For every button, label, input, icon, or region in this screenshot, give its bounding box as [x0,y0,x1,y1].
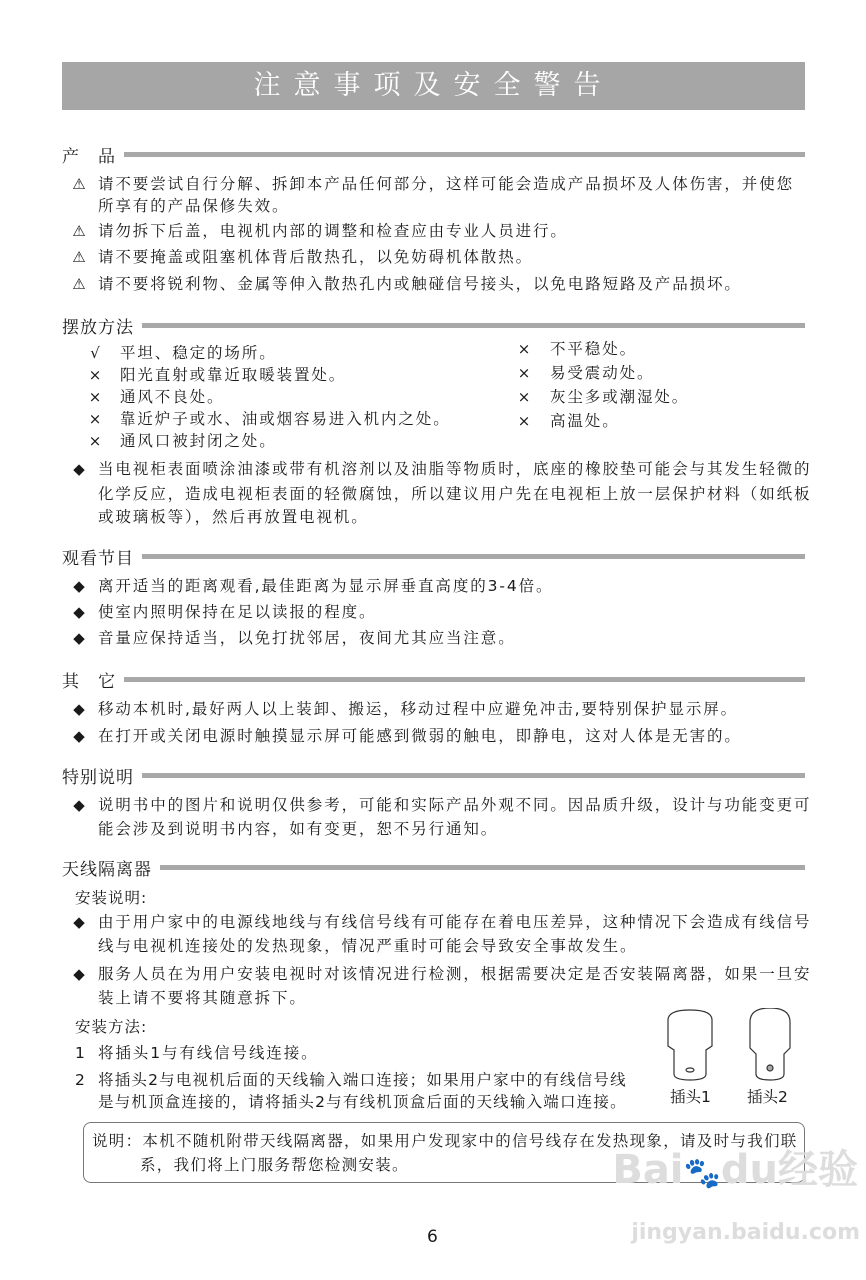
text-line: 音量应保持适当，以免打扰邻居，夜间尤其应当注意。 [98,629,516,647]
text-line: 使室内照明保持在足以读报的程度。 [98,603,377,621]
install-note-label: 安装说明: [75,889,148,907]
plug1-label: 插头1 [670,1088,711,1106]
placement-item: 靠近炉子或水、油或烟容易进入机内之处。 [120,410,451,428]
text-line: 能会涉及到说明书内容，如有变更，恕不另行通知。 [98,820,499,838]
warning-icon: ⚠ [72,275,86,293]
text-line: 在打开或关闭电源时触摸显示屏可能感到微弱的触电，即静电，这对人体是无害的。 [98,727,742,745]
divider [142,773,805,778]
diamond-bullet-icon: ◆ [73,700,85,718]
cross-icon: × [88,432,102,450]
text-line: 请不要尝试自行分解、拆卸本产品任何部分，这样可能会造成产品损坏及人体伤害，并使您 [98,175,795,193]
section-isolator-heading: 天线隔离器 [62,856,805,878]
page-title: 注意事项及安全警告 [62,62,805,110]
placement-item: 易受震动处。 [550,364,655,382]
divider [160,865,805,870]
divider [124,677,805,682]
text-line: 服务人员在为用户安装电视时对该情况进行检测，根据需要决定是否安装隔离器，如果一旦安 [98,965,812,983]
diamond-bullet-icon: ◆ [73,460,85,478]
text-line: 请不要掩盖或阻塞机体背后散热孔，以免妨碍机体散热。 [98,248,534,266]
cross-icon: × [88,388,102,406]
text-line: 由于用户家中的电源线地线与有线信号线有可能存在着电压差异，这种情况下会造成有线信号 [98,913,812,931]
step-number: 2 [75,1071,87,1089]
page-number: 6 [427,1227,438,1247]
text-line: 系，我们将上门服务帮您检测安装。 [140,1156,409,1174]
plug-illustration [660,1008,810,1088]
text-line: 请不要将锐利物、金属等伸入散热孔内或触碰信号接头，以免电路短路及产品损坏。 [98,275,742,293]
text-line: 装上请不要将其随意拆下。 [98,989,307,1007]
cross-icon: × [88,410,102,428]
text-line: 化学反应，造成电视柜表面的轻微腐蚀，所以建议用户先在电视柜上放一层保护材料（如纸板 [98,485,812,503]
warning-icon: ⚠ [72,175,86,193]
watermark-url: jingyan.baidu.com [631,1220,860,1245]
divider [142,323,805,328]
text-line: 将插头1与有线信号线连接。 [98,1044,319,1062]
diamond-bullet-icon: ◆ [73,629,85,647]
placement-item: 灰尘多或潮湿处。 [550,388,690,406]
section-placement-heading: 摆放方法 [62,314,805,336]
text-line: 移动本机时,最好两人以上装卸、搬运，移动过程中应避免冲击,要特别保护显示屏。 [98,700,739,718]
text-line: 将插头2与电视机后面的天线输入端口连接；如果用户家中的有线信号线 [98,1071,627,1089]
cross-icon: × [88,366,102,384]
cross-icon: × [517,340,531,358]
section-other-heading: 其 它 [62,668,805,690]
warning-icon: ⚠ [72,248,86,266]
cross-icon: × [517,364,531,382]
warning-icon: ⚠ [72,222,86,240]
text-line: 是与机顶盒连接的，请将插头2与有线机顶盒后面的天线输入端口连接。 [98,1093,627,1111]
cross-icon: × [517,388,531,406]
check-icon: √ [90,344,100,362]
section-special-heading: 特别说明 [62,764,805,786]
text-line: 说明：本机不随机附带天线隔离器，如果用户发现家中的信号线存在发热现象，请及时与我们联 [92,1132,798,1150]
diamond-bullet-icon: ◆ [73,796,85,814]
text-line: 所享有的产品保修失效。 [98,197,290,215]
placement-item: 平坦、稳定的场所。 [120,344,277,362]
divider [124,152,805,157]
watermark-logo: Bai🐾du经验 [612,1147,858,1193]
diamond-bullet-icon: ◆ [73,603,85,621]
placement-item: 通风不良处。 [120,388,225,406]
diamond-bullet-icon: ◆ [73,965,85,983]
step-number: 1 [75,1044,87,1062]
section-viewing-heading: 观看节目 [62,545,805,567]
text-line: 请勿拆下后盖，电视机内部的调整和检查应由专业人员进行。 [98,222,568,240]
placement-item: 阳光直射或靠近取暖装置处。 [120,366,347,384]
placement-item: 高温处。 [550,412,620,430]
text-line: 说明书中的图片和说明仅供参考，可能和实际产品外观不同。因品质升级，设计与功能变更可 [98,796,812,814]
diamond-bullet-icon: ◆ [73,913,85,931]
install-method-label: 安装方法: [75,1018,148,1036]
text-line: 或玻璃板等），然后再放置电视机。 [98,508,369,526]
text-line: 当电视柜表面喷涂油漆或带有机溶剂以及油脂等物质时，底座的橡胶垫可能会与其发生轻微的 [98,460,812,478]
plug2-label: 插头2 [747,1088,788,1106]
diamond-bullet-icon: ◆ [73,727,85,745]
text-line: 离开适当的距离观看,最佳距离为显示屏垂直高度的3-4倍。 [98,577,554,595]
text-line: 线与电视机连接处的发热现象，情况严重时可能会导致安全事故发生。 [98,937,638,955]
divider [142,554,805,559]
placement-item: 通风口被封闭之处。 [120,432,277,450]
section-product-heading: 产 品 [62,143,805,165]
placement-item: 不平稳处。 [550,340,638,358]
diamond-bullet-icon: ◆ [73,577,85,595]
cross-icon: × [517,412,531,430]
